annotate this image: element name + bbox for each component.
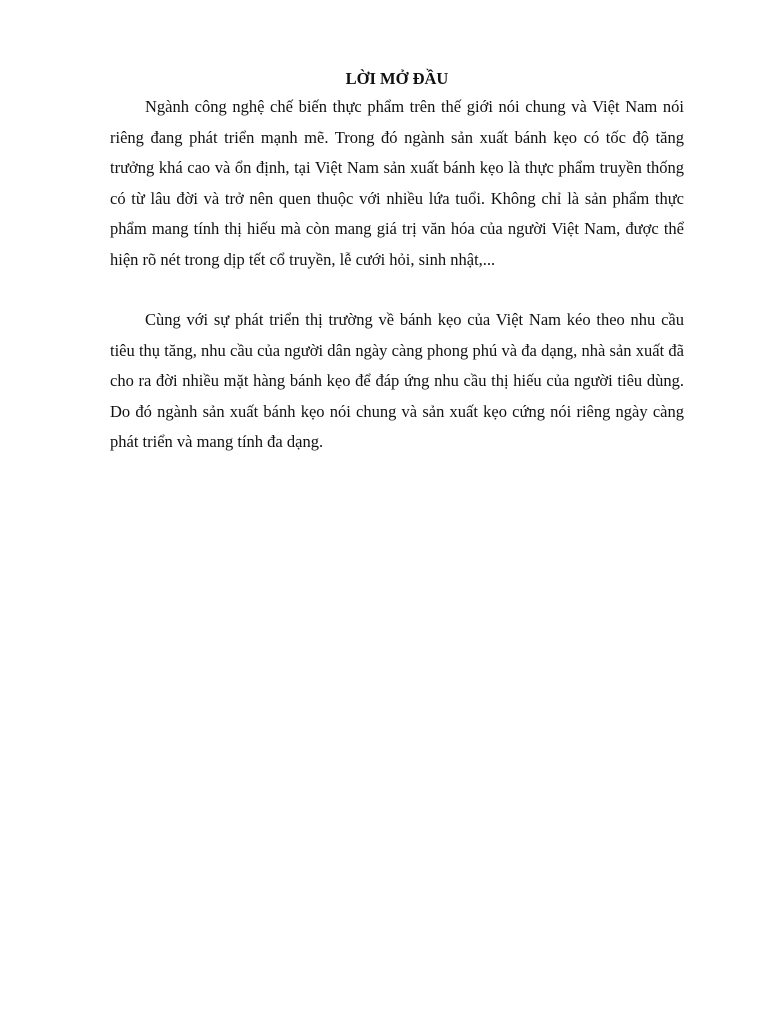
document-body (110, 66, 684, 458)
paragraph-2: Cùng với sự phát triển thị trường về bánh kẹo của Việt Nam kéo theo nhu cầu tiêu thụ tăng, nhu cầu của người dân ngày càng phong phú và đa dạng, nhà sản xuất đã cho ra đời nhiều mặt hàng bánh kẹo để đáp ứng nhu cầu thị hiếu của người tiêu dùng. Do đó ngành sản xuất bánh kẹo nói chung và sản xuất kẹo cứng nói riêng ngày càng phát triển và mang tính đa dạng. (110, 310, 684, 451)
document-title: LỜI MỞ ĐẦU (345, 69, 449, 88)
paragraph-1: Ngành công nghệ chế biến thực phẩm trên thế giới nói chung và Việt Nam nói riêng đang phát triển mạnh mẽ. Trong đó ngành sản xuất bánh kẹo có tốc độ tăng trưởng khá cao và ổn định, tại Việt Nam sản xuất bánh kẹo là thực phẩm truyền thống có từ lâu đời và trở nên quen thuộc với nhiều lứa tuổi. Không chỉ là sản phẩm thực phẩm mang tính thị hiếu mà còn mang giá trị văn hóa của người Việt Nam, được thể hiện rõ nét trong dịp tết cổ truyền, lễ cưới hỏi, sinh nhật,... (110, 97, 684, 269)
